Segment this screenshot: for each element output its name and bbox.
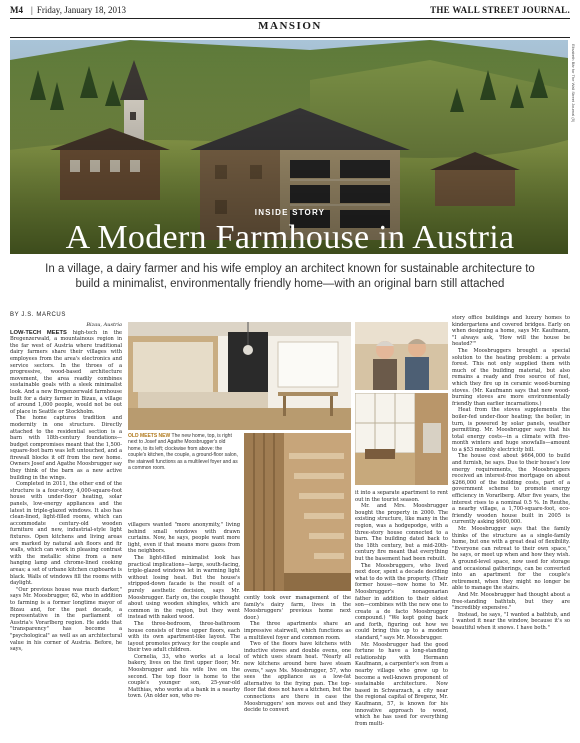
header-rule	[10, 18, 570, 19]
header-separator: |	[31, 5, 33, 15]
paragraph: The three-bedroom, three-bathroom house consists of three upper floors, each with its own apartment-like layout. The layout promotes privacy for the couple and their two adult children.	[128, 620, 240, 654]
paragraph: Two of the floors have kitchens with inductive stoves and double ovens, one of which uses steam heat. "Nearly all new kitchens around here have steam ovens," says Ms. Moosbrugger, 57, who sees the appliance as a low-fat alternative to the frying pan. The top-floor flat does not have a kitchen, but the connections are there in case the Moosbruggers' son moves out and they decide to convert	[244, 641, 351, 714]
paragraph: "Our previous house was much darker," says Mr. Moosbrugger, 62, who in addition to farming is a former longtime mayor of Bizau and, for the past decade, a representative in the parliament of Austria's Vorarlberg region. He adds that "transparency" has become a "psychological" as well as an architectural value in his corner of Austria. Before, he says,	[10, 586, 122, 653]
paragraph: LOW-TECH MEETS high-tech in the Bregenzerwald, a mountainous region in the far west of Austria where traditional dairy farmers share their villages with employees from the area's electronics and service sectors. In the throes of a progressive, wood-based architecture movement, the area readily combines sustainable goals with a sleek minimalist look. And a new Bregenzerwald farmhouse built for a dairy farmer in Bizau, a village of around 1,000 people, would not be out of place in Seattle or Stockholm.	[10, 329, 122, 415]
salon-photo	[355, 393, 448, 485]
paragraph: Heat from the stoves supplements the boiler-fed under-floor heating; the boiler, in turn, is powered by solar panels, weather permitting. Mr. Moosbrugger says that his total energy costs—in a climate with five-month winters and huge snowfalls—amount to a $53 monthly electricity bill.	[452, 407, 570, 453]
paragraph: The Moosbruggers brought a special solution to the heating problem: a private forest. This not only supplied them with much of the building material, but also remains a ready and free source of fuel, which they fire up in ceramic wood-burning stoves. (Mr. Kaufmann says that new wood-burning stoves are more environmentally friendly than earlier incarnations.)	[452, 347, 570, 407]
paragraph: The house cost about $664,000 to build and furnish, he says. Due to their house's low energy requirements, the Moosbruggers received an interest-free mortgage on about $266,000 of the building costs, part of a government scheme to promote energy efficiency in Vorarlberg. After five years, the interest rises to a nominal 0.5 %. In Reuthe, a nearby village, a 1,700-square-foot, eco-friendly wooden house built in 2005 is currently asking $600,000.	[452, 453, 570, 526]
headline: A Modern Farmhouse in Austria	[65, 219, 515, 256]
photo-caption	[128, 433, 240, 471]
paragraph: Mr. and Mrs. Moosbrugger bought the property in 2000. The existing structure, like many in the region, was a hodgepodge, with a three-story house connected to a barn. The building dated back to the 18th century, but a mid-20th-century fire meant that everything but the basement had been rebuilt.	[355, 503, 448, 562]
dateline: Bizau, Austria	[86, 322, 122, 328]
page-number: M4	[10, 5, 23, 15]
newspaper-name: THE WALL STREET JOURNAL.	[430, 5, 570, 15]
paragraph: Mr. Moosbrugger says that the family thinks of the structure as a single-family home, but one with a great deal of flexibility. "Everyone can retreat to their own space," he says, or meet up when and how they wish. A ground-level space, now used for storage and occasional gatherings, can be converted into an apartment for the couple's retirement, when they might no longer be able to manage the stairs.	[452, 526, 570, 592]
paragraph: And Mr. Moosbrugger had thought about a free-standing bathtub, but they are "incredibly expensive."	[452, 591, 570, 612]
lede-words: LOW-TECH MEETS	[10, 329, 67, 336]
paragraph: The three apartments share an impressive stairwell, which functions as a multilevel foyer and common room.	[244, 621, 351, 641]
paragraph: story office buildings and luxury homes to kindergartens and covered bridges. Early on when designing a home, says Mr. Kaufmann, "I always ask, 'How will the house be heated?'"	[452, 315, 570, 348]
article-column-5	[452, 315, 570, 740]
paragraph: Completed in 2011, the other end of the structure is a four-story, 4,000-square-foot house with under-floor heating, solar panels, low-energy appliances and the latest in triple-glazed windows. It also has clean-lined, light-filled rooms, which can accommodate century-old wooden furniture and new, industrial-style light fixtures. Open kitchens and living areas are marked by natural ash floors and fir walls, which can work in pleasing contrast with the metallic shine from a new hanging lamp and chrome-lined cooking areas; a set of urbane kitchen cupboards is black. Walls of windows fill the rooms with daylight.	[10, 481, 122, 587]
article-column-4	[355, 490, 448, 740]
caption-kicker: OLD MEETS NEW	[128, 433, 171, 439]
paragraph: Instead, he says, "I wanted a bathtub, and I wanted it near the window, because it's so beautiful when it snows. I have both."	[452, 611, 570, 631]
article-column-3	[244, 595, 351, 740]
section-rule	[10, 37, 570, 38]
caption-text: The new home, top, is right next to Josef and Agathe Moosbrugger's old home, to its left; clockwise from above: the couple's kitchen, the couple, a ground-floor salon, the stairwell functions as a multilevel foyer and as a common room.	[128, 433, 238, 472]
article-column-1	[10, 322, 122, 740]
deck: In a village, a dairy farmer and his wife employ an architect known for sustainable architecture to build a minimalist, environmentally friendly home—with an original barn still attached	[45, 263, 535, 290]
article-column-2	[128, 522, 240, 740]
photo-credit: Elisabeth Bär for The Wall Street Journal (5)	[571, 44, 576, 123]
paragraph: villagers wanted "more anonymity," living behind small windows with drawn curtains. Now, he says, people want more light, even if that means more gazes from the neighbors.	[128, 522, 240, 555]
section-name: MANSION	[258, 20, 322, 32]
kitchen-photo	[128, 322, 351, 430]
issue-date: Friday, January 18, 2013	[36, 5, 126, 15]
stairwell-photo	[244, 433, 351, 591]
paragraph: Mr. Moosbrugger had the good fortune to have a long-standing relationship with Hermann Kaufmann, a carpenter's son from a nearby village who grew up to become a well-known proponent of sustainable architecture. Now based in Schwarzach, a city near the regional capital of Bregenz, Mr. Kaufmann, 57, is known for his innovative approach to wood, which he has used for everything from multi-	[355, 641, 448, 727]
paragraph: The home captures tradition and modernity in one structure. Directly attached to the residential section is a barn with 18th-century foundations—budget compromises meant that the 1,500-square-foot barn was left untouched, and a firewall blocks it off from the new home. Owners Josef and Agathe Moosbrugger say they think of the barn as a new active building in the wings.	[10, 415, 122, 481]
paragraph: it into a separate apartment to rent out in the tourist season.	[355, 490, 448, 503]
byline: BY J.S. MARCUS	[10, 312, 66, 318]
paragraph: Cornelia, 33, who works at a local bakery, lives on the first upper floor; Mr. Moosbrugger and his wife live on the second. The top floor is home to the couple's younger son, 25-year-old Matthias, who works at a bank in a nearby town. (An older son, who re-	[128, 653, 240, 700]
paragraph: The light-filled minimalist look has practical implications—large, south-facing, triple-glazed windows let in warming light without losing heat. But the house's stripped-down facade is the result of a purely aesthetic decision, says Mr. Moosbrugger. Early on, the couple thought about using wooden shingles, which are common in the region, but they went instead with naked wood.	[128, 554, 240, 621]
story-kicker: INSIDE STORY	[254, 208, 326, 217]
paragraph: cently took over management of the family's dairy farm, lives in the Moosbruggers' previous home next door.)	[244, 595, 351, 621]
paragraph: The Moosbruggers, who lived next door, spent a decade deciding what to do with the property. (Their former house—now home to Mr. Moosbrugger's nonagenarian father in addition to their oldest son—combines with the new one to create a de facto Moosbrugger compound.) "We kept going back and forth, figuring out how we could bring this up to a modern standard," says Mr. Moosbrugger.	[355, 562, 448, 642]
couple-photo	[355, 322, 448, 390]
page-header	[10, 3, 570, 17]
